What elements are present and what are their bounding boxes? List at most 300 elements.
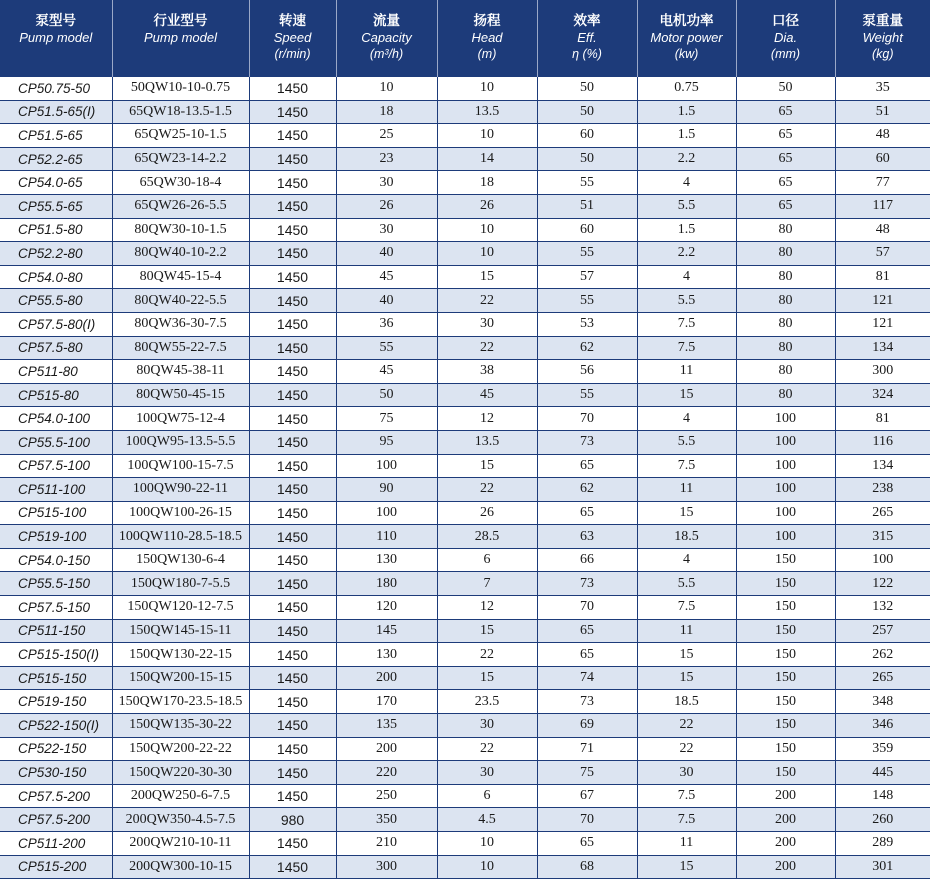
efficiency-cell: 50	[537, 77, 637, 100]
head-cell: 22	[437, 336, 537, 360]
diameter-cell: 200	[736, 832, 835, 856]
efficiency-cell: 66	[537, 548, 637, 572]
header-unit: (kg)	[871, 47, 894, 61]
pump-model-cell: CP57.5-100	[0, 454, 112, 478]
head-cell: 26	[437, 194, 537, 218]
weight-cell: 148	[835, 784, 930, 808]
head-cell: 18	[437, 171, 537, 195]
motor-power-cell: 4	[637, 171, 736, 195]
head-cell: 22	[437, 737, 537, 761]
diameter-cell: 80	[736, 242, 835, 266]
table-row	[0, 430, 930, 454]
pump-model-cell: CP52.2-80	[0, 242, 112, 266]
head-cell: 4.5	[437, 808, 537, 832]
speed-cell: 1450	[249, 454, 336, 478]
weight-cell: 121	[835, 312, 930, 336]
diameter-cell: 150	[736, 690, 835, 714]
capacity-cell: 100	[336, 501, 437, 525]
speed-cell: 980	[249, 808, 336, 832]
header-unit: (mm)	[770, 47, 801, 61]
header-industry-model	[112, 0, 249, 77]
diameter-cell: 80	[736, 218, 835, 242]
speed-cell: 1450	[249, 643, 336, 667]
weight-cell: 132	[835, 596, 930, 620]
weight-cell: 51	[835, 100, 930, 124]
header-en: Speed	[273, 30, 312, 45]
motor-power-cell: 4	[637, 265, 736, 289]
pump-model-cell: CP55.5-80	[0, 289, 112, 313]
weight-cell: 324	[835, 383, 930, 407]
head-cell: 15	[437, 666, 537, 690]
capacity-cell: 130	[336, 643, 437, 667]
efficiency-cell: 56	[537, 360, 637, 384]
speed-cell: 1450	[249, 407, 336, 431]
weight-cell: 134	[835, 336, 930, 360]
capacity-cell: 36	[336, 312, 437, 336]
pump-model-cell: CP55.5-100	[0, 430, 112, 454]
table-row	[0, 525, 930, 549]
diameter-cell: 65	[736, 194, 835, 218]
capacity-cell: 350	[336, 808, 437, 832]
capacity-cell: 200	[336, 737, 437, 761]
diameter-cell: 80	[736, 360, 835, 384]
efficiency-cell: 53	[537, 312, 637, 336]
speed-cell: 1450	[249, 124, 336, 148]
capacity-cell: 220	[336, 761, 437, 785]
industry-model-cell: 150QW135-30-22	[112, 714, 249, 738]
header-unit: η (%)	[572, 47, 602, 61]
weight-cell: 81	[835, 265, 930, 289]
industry-model-cell: 100QW100-15-7.5	[112, 454, 249, 478]
efficiency-cell: 65	[537, 643, 637, 667]
industry-model-cell: 65QW25-10-1.5	[112, 124, 249, 148]
efficiency-cell: 50	[537, 100, 637, 124]
table-row	[0, 360, 930, 384]
diameter-cell: 80	[736, 383, 835, 407]
head-cell: 6	[437, 784, 537, 808]
motor-power-cell: 5.5	[637, 194, 736, 218]
header-zh: 电机功率	[659, 13, 714, 29]
efficiency-cell: 55	[537, 171, 637, 195]
speed-cell: 1450	[249, 572, 336, 596]
head-cell: 15	[437, 619, 537, 643]
speed-cell: 1450	[249, 383, 336, 407]
weight-cell: 117	[835, 194, 930, 218]
capacity-cell: 90	[336, 478, 437, 502]
pump-model-cell: CP57.5-150	[0, 596, 112, 620]
industry-model-cell: 100QW75-12-4	[112, 407, 249, 431]
speed-cell: 1450	[249, 430, 336, 454]
head-cell: 6	[437, 548, 537, 572]
efficiency-cell: 73	[537, 690, 637, 714]
speed-cell: 1450	[249, 501, 336, 525]
efficiency-cell: 50	[537, 147, 637, 171]
header-en: Head	[471, 30, 503, 45]
weight-cell: 265	[835, 666, 930, 690]
head-cell: 14	[437, 147, 537, 171]
industry-model-cell: 150QW130-22-15	[112, 643, 249, 667]
capacity-cell: 50	[336, 383, 437, 407]
weight-cell: 122	[835, 572, 930, 596]
capacity-cell: 75	[336, 407, 437, 431]
table-row	[0, 194, 930, 218]
motor-power-cell: 22	[637, 737, 736, 761]
header-en: Pump model	[19, 30, 93, 45]
weight-cell: 265	[835, 501, 930, 525]
speed-cell: 1450	[249, 218, 336, 242]
pump-model-cell: CP511-80	[0, 360, 112, 384]
speed-cell: 1450	[249, 737, 336, 761]
pump-model-cell: CP519-100	[0, 525, 112, 549]
motor-power-cell: 0.75	[637, 77, 736, 100]
diameter-cell: 100	[736, 430, 835, 454]
table-row	[0, 147, 930, 171]
industry-model-cell: 80QW50-45-15	[112, 383, 249, 407]
pump-model-cell: CP57.5-80(I)	[0, 312, 112, 336]
header-zh: 泵型号	[35, 13, 76, 29]
pump-model-cell: CP519-150	[0, 690, 112, 714]
table-row	[0, 171, 930, 195]
pump-model-cell: CP51.5-65(I)	[0, 100, 112, 124]
table-row	[0, 265, 930, 289]
weight-cell: 346	[835, 714, 930, 738]
head-cell: 12	[437, 407, 537, 431]
table-row	[0, 548, 930, 572]
weight-cell: 35	[835, 77, 930, 100]
industry-model-cell: 200QW350-4.5-7.5	[112, 808, 249, 832]
industry-model-cell: 150QW180-7-5.5	[112, 572, 249, 596]
diameter-cell: 80	[736, 289, 835, 313]
diameter-cell: 100	[736, 454, 835, 478]
header-head	[437, 0, 537, 77]
header-diameter	[736, 0, 835, 77]
header-zh: 流量	[373, 13, 400, 29]
industry-model-cell: 65QW26-26-5.5	[112, 194, 249, 218]
header-pump-model	[0, 0, 112, 77]
capacity-cell: 45	[336, 265, 437, 289]
speed-cell: 1450	[249, 714, 336, 738]
table-row	[0, 454, 930, 478]
head-cell: 28.5	[437, 525, 537, 549]
motor-power-cell: 7.5	[637, 784, 736, 808]
efficiency-cell: 62	[537, 336, 637, 360]
efficiency-cell: 65	[537, 619, 637, 643]
efficiency-cell: 65	[537, 454, 637, 478]
capacity-cell: 145	[336, 619, 437, 643]
head-cell: 22	[437, 289, 537, 313]
motor-power-cell: 7.5	[637, 596, 736, 620]
motor-power-cell: 18.5	[637, 690, 736, 714]
capacity-cell: 250	[336, 784, 437, 808]
capacity-cell: 135	[336, 714, 437, 738]
motor-power-cell: 30	[637, 761, 736, 785]
header-en: Capacity	[361, 30, 412, 45]
table-row	[0, 855, 930, 879]
header-zh: 行业型号	[153, 13, 208, 29]
capacity-cell: 10	[336, 77, 437, 100]
pump-model-cell: CP515-150(I)	[0, 643, 112, 667]
header-unit: (m³/h)	[369, 47, 404, 61]
motor-power-cell: 1.5	[637, 100, 736, 124]
speed-cell: 1450	[249, 784, 336, 808]
industry-model-cell: 150QW120-12-7.5	[112, 596, 249, 620]
capacity-cell: 30	[336, 218, 437, 242]
efficiency-cell: 60	[537, 124, 637, 148]
header-en: Weight	[862, 30, 903, 45]
table-row	[0, 336, 930, 360]
industry-model-cell: 80QW36-30-7.5	[112, 312, 249, 336]
industry-model-cell: 80QW55-22-7.5	[112, 336, 249, 360]
table-row	[0, 784, 930, 808]
table-row	[0, 407, 930, 431]
head-cell: 7	[437, 572, 537, 596]
capacity-cell: 300	[336, 855, 437, 879]
weight-cell: 238	[835, 478, 930, 502]
pump-model-cell: CP515-100	[0, 501, 112, 525]
weight-cell: 348	[835, 690, 930, 714]
efficiency-cell: 70	[537, 808, 637, 832]
header-en: Pump model	[144, 30, 217, 45]
weight-cell: 60	[835, 147, 930, 171]
industry-model-cell: 100QW95-13.5-5.5	[112, 430, 249, 454]
motor-power-cell: 7.5	[637, 808, 736, 832]
weight-cell: 260	[835, 808, 930, 832]
motor-power-cell: 11	[637, 832, 736, 856]
table-row	[0, 690, 930, 714]
header-zh: 扬程	[473, 13, 501, 29]
motor-power-cell: 5.5	[637, 430, 736, 454]
industry-model-cell: 80QW30-10-1.5	[112, 218, 249, 242]
industry-model-cell: 50QW10-10-0.75	[112, 77, 249, 100]
pump-model-cell: CP57.5-200	[0, 784, 112, 808]
table-row	[0, 501, 930, 525]
motor-power-cell: 15	[637, 855, 736, 879]
industry-model-cell: 65QW23-14-2.2	[112, 147, 249, 171]
capacity-cell: 26	[336, 194, 437, 218]
diameter-cell: 200	[736, 784, 835, 808]
table-row	[0, 643, 930, 667]
efficiency-cell: 71	[537, 737, 637, 761]
pump-model-cell: CP51.5-65	[0, 124, 112, 148]
capacity-cell: 130	[336, 548, 437, 572]
header-en: Dia.	[773, 30, 798, 45]
head-cell: 10	[437, 218, 537, 242]
head-cell: 10	[437, 832, 537, 856]
efficiency-cell: 60	[537, 218, 637, 242]
diameter-cell: 65	[736, 100, 835, 124]
speed-cell: 1450	[249, 171, 336, 195]
pump-model-cell: CP57.5-80	[0, 336, 112, 360]
pump-model-cell: CP54.0-65	[0, 171, 112, 195]
speed-cell: 1450	[249, 265, 336, 289]
table-row	[0, 383, 930, 407]
weight-cell: 445	[835, 761, 930, 785]
table-row	[0, 832, 930, 856]
diameter-cell: 150	[736, 596, 835, 620]
pump-model-cell: CP51.5-80	[0, 218, 112, 242]
efficiency-cell: 57	[537, 265, 637, 289]
header-weight	[835, 0, 930, 77]
motor-power-cell: 4	[637, 548, 736, 572]
head-cell: 10	[437, 242, 537, 266]
diameter-cell: 200	[736, 855, 835, 879]
efficiency-cell: 63	[537, 525, 637, 549]
capacity-cell: 25	[336, 124, 437, 148]
motor-power-cell: 7.5	[637, 312, 736, 336]
motor-power-cell: 15	[637, 501, 736, 525]
table-row	[0, 808, 930, 832]
speed-cell: 1450	[249, 147, 336, 171]
industry-model-cell: 150QW200-22-22	[112, 737, 249, 761]
weight-cell: 257	[835, 619, 930, 643]
pump-model-cell: CP52.2-65	[0, 147, 112, 171]
header-zh: 效率	[573, 13, 601, 29]
capacity-cell: 40	[336, 289, 437, 313]
weight-cell: 359	[835, 737, 930, 761]
efficiency-cell: 73	[537, 430, 637, 454]
capacity-cell: 210	[336, 832, 437, 856]
table-row	[0, 100, 930, 124]
industry-model-cell: 80QW45-15-4	[112, 265, 249, 289]
header-capacity	[336, 0, 437, 77]
capacity-cell: 170	[336, 690, 437, 714]
diameter-cell: 65	[736, 147, 835, 171]
speed-cell: 1450	[249, 100, 336, 124]
head-cell: 23.5	[437, 690, 537, 714]
speed-cell: 1450	[249, 194, 336, 218]
head-cell: 10	[437, 855, 537, 879]
weight-cell: 301	[835, 855, 930, 879]
head-cell: 15	[437, 454, 537, 478]
capacity-cell: 40	[336, 242, 437, 266]
industry-model-cell: 65QW18-13.5-1.5	[112, 100, 249, 124]
motor-power-cell: 1.5	[637, 124, 736, 148]
diameter-cell: 200	[736, 808, 835, 832]
speed-cell: 1450	[249, 548, 336, 572]
motor-power-cell: 2.2	[637, 242, 736, 266]
table-row	[0, 572, 930, 596]
efficiency-cell: 62	[537, 478, 637, 502]
efficiency-cell: 68	[537, 855, 637, 879]
diameter-cell: 150	[736, 737, 835, 761]
pump-model-cell: CP54.0-150	[0, 548, 112, 572]
efficiency-cell: 51	[537, 194, 637, 218]
motor-power-cell: 11	[637, 478, 736, 502]
diameter-cell: 150	[736, 643, 835, 667]
pump-model-cell: CP515-200	[0, 855, 112, 879]
efficiency-cell: 75	[537, 761, 637, 785]
motor-power-cell: 11	[637, 619, 736, 643]
head-cell: 22	[437, 478, 537, 502]
industry-model-cell: 150QW220-30-30	[112, 761, 249, 785]
table-row	[0, 478, 930, 502]
pump-model-cell: CP530-150	[0, 761, 112, 785]
pump-model-cell: CP54.0-100	[0, 407, 112, 431]
head-cell: 13.5	[437, 100, 537, 124]
diameter-cell: 100	[736, 501, 835, 525]
capacity-cell: 120	[336, 596, 437, 620]
speed-cell: 1450	[249, 596, 336, 620]
industry-model-cell: 100QW90-22-11	[112, 478, 249, 502]
pump-model-cell: CP522-150	[0, 737, 112, 761]
diameter-cell: 80	[736, 336, 835, 360]
table-row	[0, 666, 930, 690]
diameter-cell: 100	[736, 407, 835, 431]
capacity-cell: 55	[336, 336, 437, 360]
diameter-cell: 150	[736, 714, 835, 738]
table-row	[0, 596, 930, 620]
industry-model-cell: 200QW210-10-11	[112, 832, 249, 856]
pump-model-cell: CP54.0-80	[0, 265, 112, 289]
industry-model-cell: 150QW130-6-4	[112, 548, 249, 572]
header-unit: (r/min)	[274, 47, 311, 61]
pump-model-cell: CP522-150(I)	[0, 714, 112, 738]
header-motor-power	[637, 0, 736, 77]
capacity-cell: 110	[336, 525, 437, 549]
weight-cell: 100	[835, 548, 930, 572]
speed-cell: 1450	[249, 525, 336, 549]
industry-model-cell: 80QW40-10-2.2	[112, 242, 249, 266]
weight-cell: 57	[835, 242, 930, 266]
speed-cell: 1450	[249, 242, 336, 266]
industry-model-cell: 80QW40-22-5.5	[112, 289, 249, 313]
motor-power-cell: 4	[637, 407, 736, 431]
table-row	[0, 218, 930, 242]
header-zh: 转速	[279, 13, 306, 29]
motor-power-cell: 5.5	[637, 572, 736, 596]
weight-cell: 300	[835, 360, 930, 384]
table-row	[0, 77, 930, 100]
speed-cell: 1450	[249, 832, 336, 856]
pump-model-cell: CP57.5-200	[0, 808, 112, 832]
diameter-cell: 150	[736, 761, 835, 785]
efficiency-cell: 73	[537, 572, 637, 596]
weight-cell: 81	[835, 407, 930, 431]
motor-power-cell: 15	[637, 383, 736, 407]
weight-cell: 315	[835, 525, 930, 549]
diameter-cell: 100	[736, 478, 835, 502]
industry-model-cell: 100QW100-26-15	[112, 501, 249, 525]
diameter-cell: 80	[736, 265, 835, 289]
head-cell: 10	[437, 124, 537, 148]
head-cell: 15	[437, 265, 537, 289]
efficiency-cell: 55	[537, 289, 637, 313]
diameter-cell: 150	[736, 548, 835, 572]
table-row	[0, 124, 930, 148]
industry-model-cell: 80QW45-38-11	[112, 360, 249, 384]
weight-cell: 262	[835, 643, 930, 667]
industry-model-cell: 100QW110-28.5-18.5	[112, 525, 249, 549]
diameter-cell: 50	[736, 77, 835, 100]
industry-model-cell: 150QW145-15-11	[112, 619, 249, 643]
pump-model-cell: CP511-200	[0, 832, 112, 856]
diameter-cell: 150	[736, 666, 835, 690]
diameter-cell: 80	[736, 312, 835, 336]
capacity-cell: 45	[336, 360, 437, 384]
weight-cell: 289	[835, 832, 930, 856]
header-zh: 口径	[772, 13, 799, 29]
capacity-cell: 18	[336, 100, 437, 124]
speed-cell: 1450	[249, 289, 336, 313]
header-row	[0, 0, 930, 77]
capacity-cell: 100	[336, 454, 437, 478]
header-en: Motor power	[650, 30, 723, 45]
industry-model-cell: 150QW200-15-15	[112, 666, 249, 690]
pump-model-cell: CP515-80	[0, 383, 112, 407]
motor-power-cell: 18.5	[637, 525, 736, 549]
speed-cell: 1450	[249, 478, 336, 502]
head-cell: 38	[437, 360, 537, 384]
